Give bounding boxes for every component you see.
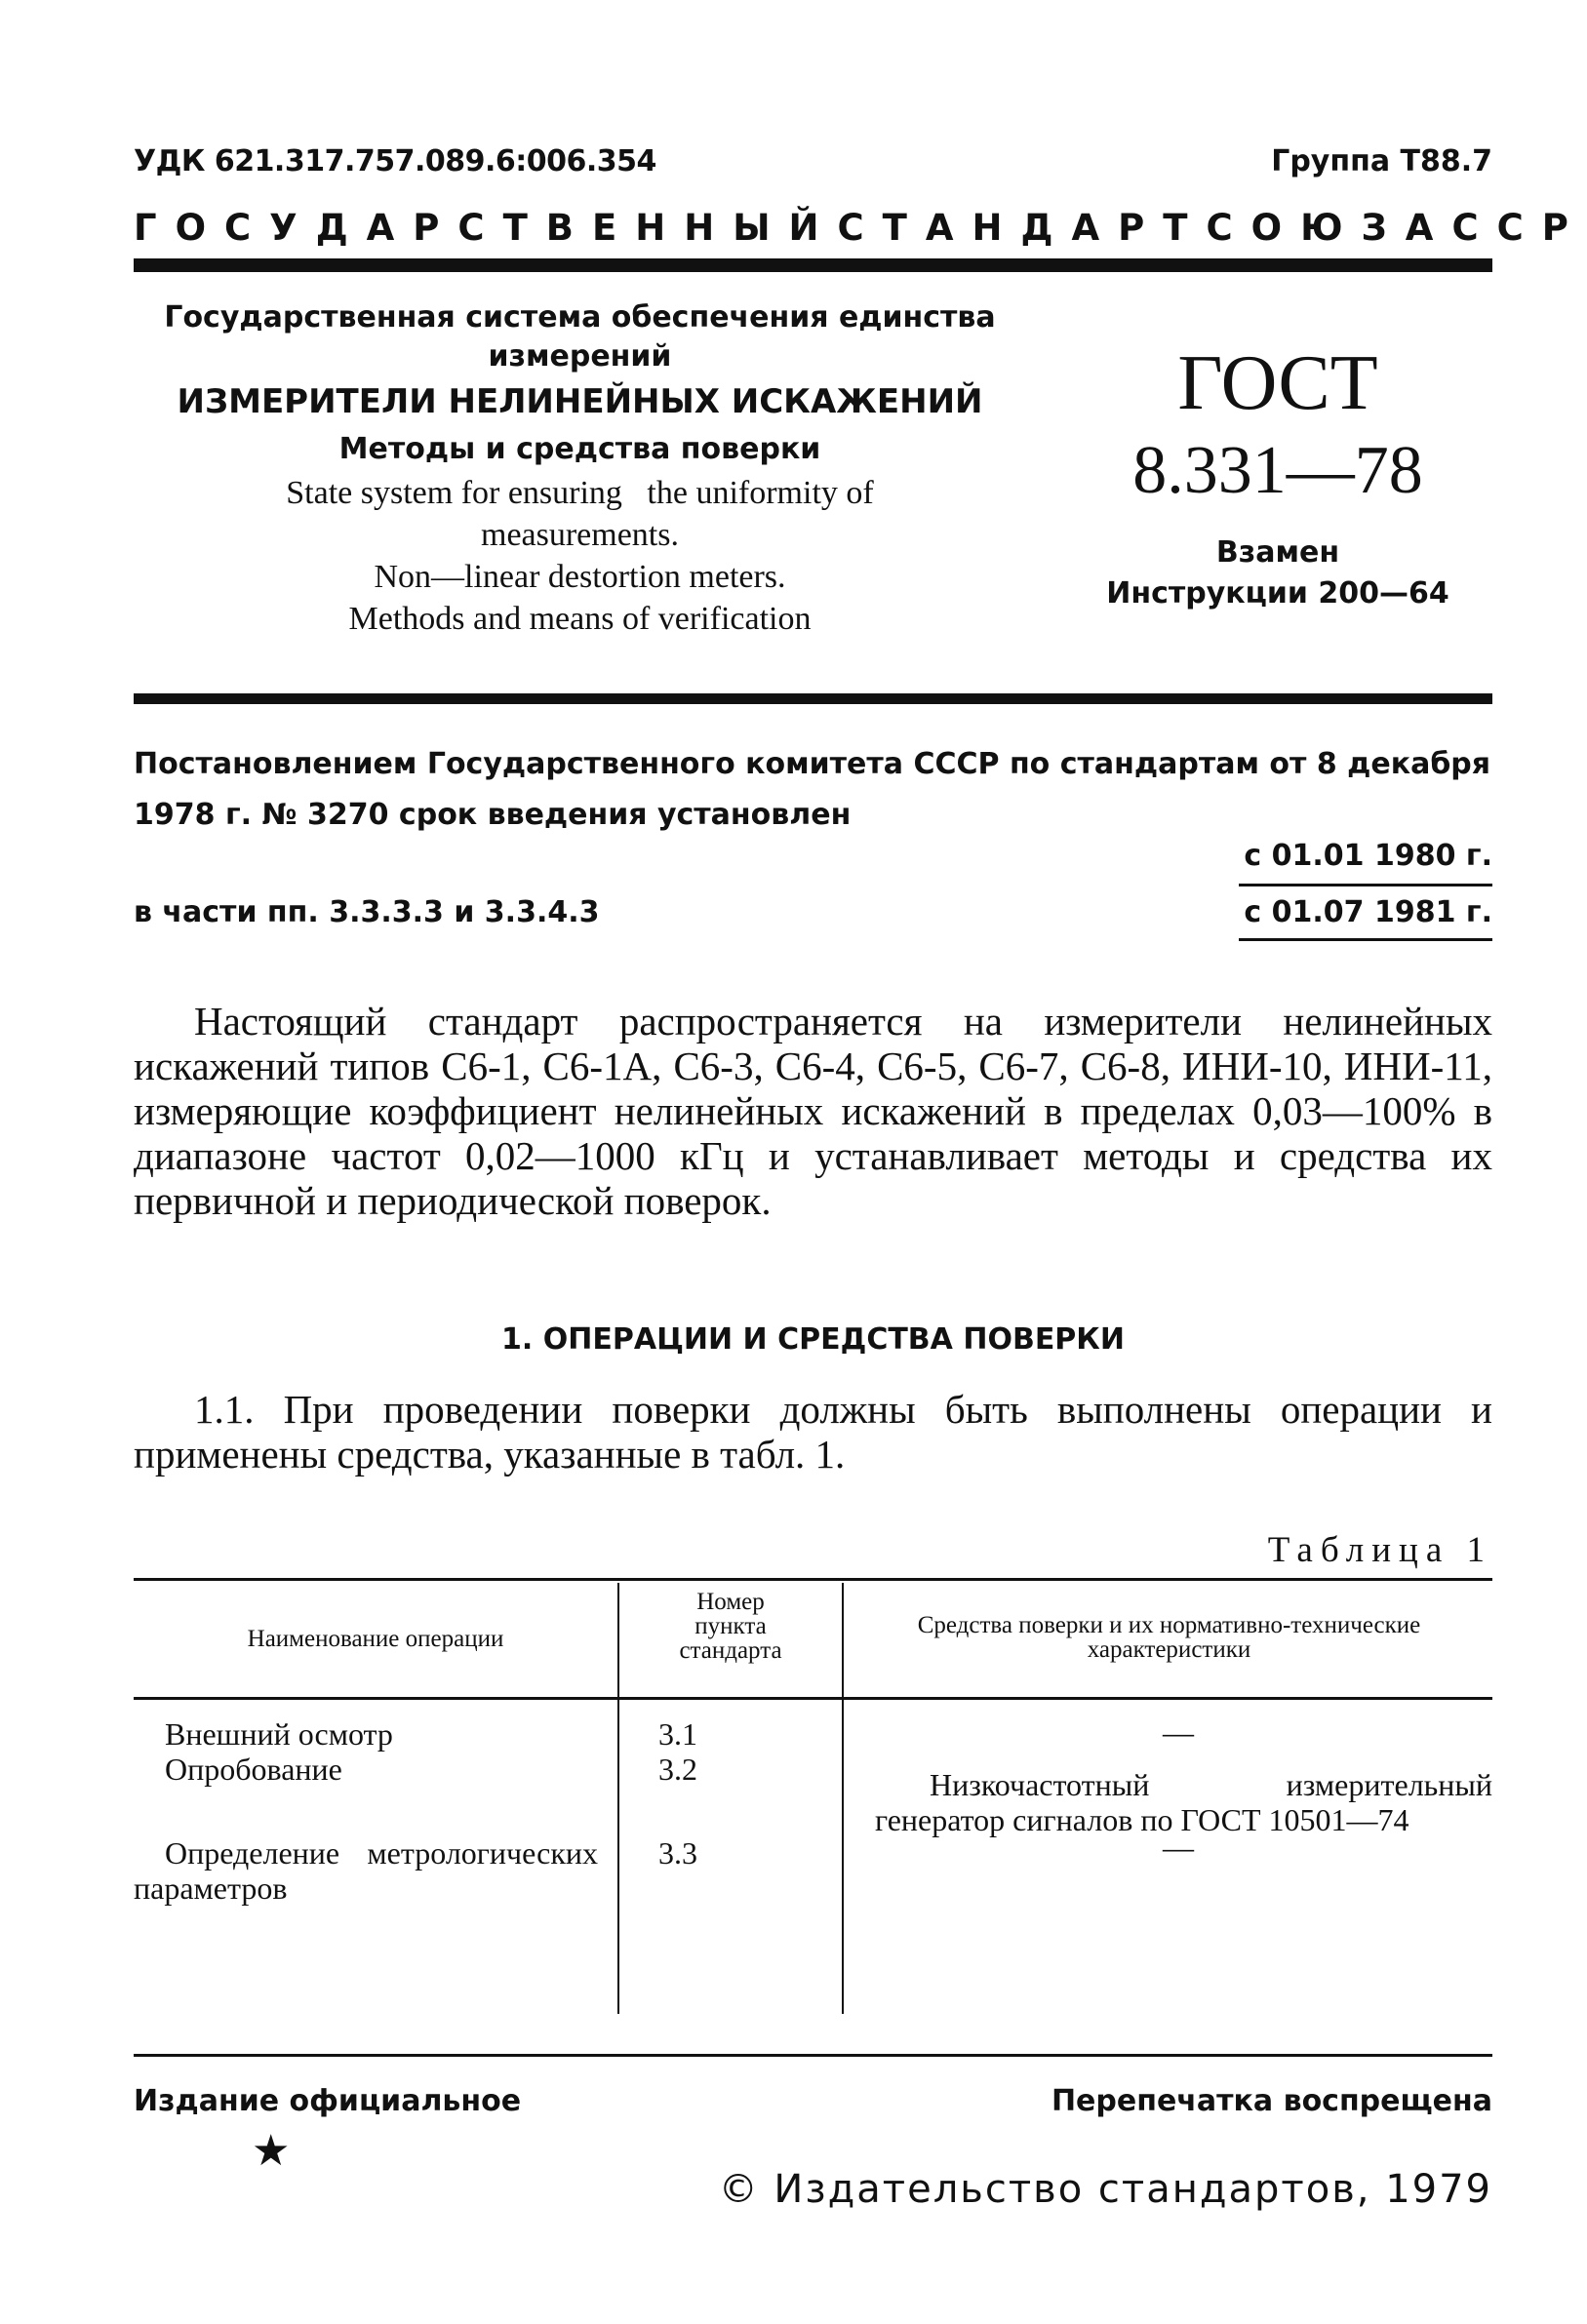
banner-word-3: СОЮЗА — [1206, 207, 1452, 249]
table-col-divider-2 — [842, 1583, 844, 2014]
row-1-clause: 3.1 — [658, 1716, 697, 1752]
header-clause-line-1: Номер — [696, 1589, 765, 1615]
banner-word-2: СТАНДАРТ — [837, 207, 1207, 249]
decree-text: Постановлением Государственного комитета СССР по стандартам от 8 декабря 1978 г. № 3270 срок введения установлен — [134, 747, 1491, 832]
row-3-operation: Определение метрологических параметров — [134, 1835, 598, 1906]
document-subtitle: Методы и средства поверки — [338, 432, 821, 466]
system-line-1: Государственная система обеспечения единства — [164, 300, 996, 335]
replaces-label: Взамен — [1215, 535, 1340, 570]
state-standard-banner — [134, 207, 1587, 249]
effective-date-main: с 01.01 1980 г. — [1244, 839, 1492, 873]
row-3-clause: 3.3 — [658, 1835, 697, 1871]
gost-designation — [1063, 337, 1492, 614]
header-means-line-2: характеристики — [1087, 1636, 1251, 1663]
clause-1-1-text: 1.1. При проведении поверки должны быть выполнены операции и применены средства, указанные в табл. 1. — [134, 1387, 1492, 1477]
header-means-line-1: Средства поверки и их нормативно-технические — [917, 1612, 1421, 1638]
title-bottom-rule — [134, 693, 1492, 704]
row-2-clause: 3.2 — [658, 1752, 697, 1787]
table-1 — [134, 1578, 1492, 2014]
intro-paragraph — [134, 999, 1492, 1223]
banner-word-4: ССР — [1451, 207, 1587, 249]
row-1-operation: Внешний осмотр — [165, 1716, 393, 1752]
english-title-4: Methods and means of verification — [348, 601, 812, 637]
table-header-rule — [134, 1697, 1492, 1700]
english-title-1: State system for ensuring the uniformity of — [286, 475, 874, 511]
publisher-copyright: © Издательство стандартов, 1979 — [718, 2167, 1492, 2212]
date-underline — [1239, 884, 1492, 886]
udk-code: УДК 621.317.757.089.6:006.354 — [134, 144, 656, 178]
header-clause — [619, 1590, 842, 1663]
table-label: Таблица 1 — [1267, 1530, 1492, 1570]
replaces-document: Инструкции 200—64 — [1106, 576, 1449, 611]
table-top-rule — [134, 1578, 1492, 1581]
header-means — [846, 1613, 1492, 1662]
intro-text: Настоящий стандарт распространяется на измерители нелинейных искажений типов С6-1, С6-1А, С6-3, С6-4, С6-5, С6-7, С6-8, ИНИ-10, ИНИ-11, измеряющие коэффициент нелинейных искажений в пределах 0,03—100% в диапазоне частот 0,02—1000 кГц и устанавливает методы и средства их первичной и периодической поверок. — [134, 999, 1492, 1223]
group-code: Группа Т88.7 — [1271, 144, 1492, 178]
header-operation: Наименование операции — [247, 1626, 504, 1652]
footer-rule — [134, 2054, 1492, 2057]
official-edition: Издание официальное — [134, 2084, 522, 2118]
row-2-means: Низкочастотный измерительный генератор сигналов по ГОСТ 10501—74 — [875, 1767, 1492, 1837]
header-clause-line-3: стандарта — [679, 1637, 782, 1664]
date2-underline — [1239, 938, 1492, 941]
english-title-3: Non—linear destortion meters. — [374, 559, 786, 595]
gost-number: 8.331—78 — [1132, 433, 1423, 508]
reprint-prohibited: Перепечатка воспрещена — [1051, 2084, 1492, 2118]
document-title: ИЗМЕРИТЕЛИ НЕЛИНЕЙНЫХ ИСКАЖЕНИЙ — [177, 382, 983, 421]
banner-word-1: ГОСУДАРСТВЕННЫЙ — [134, 207, 838, 249]
top-thick-rule — [134, 258, 1492, 272]
clause-1-1 — [134, 1387, 1492, 1477]
section-heading: 1. ОПЕРАЦИИ И СРЕДСТВА ПОВЕРКИ — [501, 1322, 1125, 1357]
row-1-means: — — [1163, 1714, 1194, 1750]
title-block — [134, 298, 1026, 640]
system-line-2: измерений — [488, 339, 672, 374]
effective-date-partial: с 01.07 1981 г. — [1244, 895, 1492, 929]
gost-label: ГОСТ — [1177, 340, 1378, 426]
row-2-operation: Опробование — [165, 1752, 342, 1787]
header-clause-line-2: пункта — [694, 1613, 767, 1639]
partial-clauses-label: в части пп. 3.3.3.3 и 3.3.4.3 — [134, 895, 600, 929]
star-icon: ★ — [252, 2126, 291, 2176]
row-3-means: — — [1163, 1830, 1194, 1865]
english-title-2: measurements. — [481, 517, 679, 553]
